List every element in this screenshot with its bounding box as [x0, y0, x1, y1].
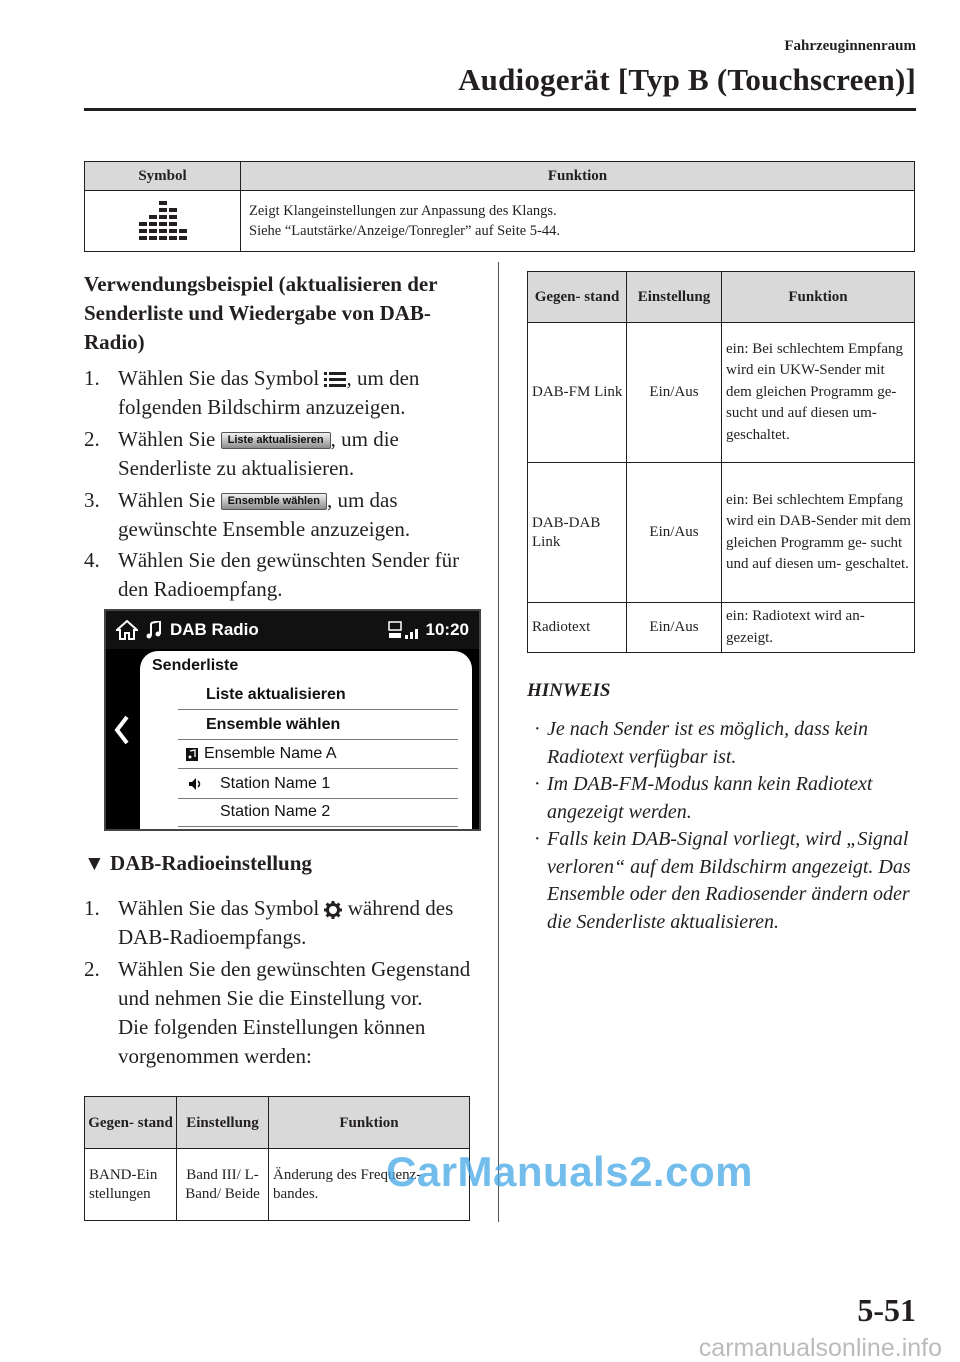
table-row: DAB-FM Link Ein/Aus ein: Bei schlechtem Empfang wird ein UKW-Sender mit dem gleichen Programm ge- sucht und auf diesen um- geschaltet.	[528, 323, 915, 463]
table-row	[85, 191, 915, 252]
step-item: 3. Wählen Sie Ensemble wählen , um das gewünschte Ensemble anzuzeigen.	[84, 488, 411, 541]
back-arrow-icon[interactable]	[114, 715, 130, 745]
section-label: Fahrzeuginnenraum	[784, 38, 916, 54]
dab-settings-table: Gegen- stand Einstellung Funktion DAB-FM Link Ein/Aus ein: Bei schlechtem Empfang wird ein UKW-Sender mit dem gleichen Programm ge- sucht und auf diesen um- geschaltet. DAB-DAB Link Ein/Aus ein: Bei schlechtem Empfang wird ein DAB-Sender mit dem gleichen Programm ge- sucht und auf diesen um- geschaltet. Radiotext Ein/Aus ein: Radiotext wird an- gezeigt.	[527, 271, 915, 653]
list-item-refresh[interactable]: Liste aktualisieren	[178, 681, 458, 710]
list-item: · Im DAB-FM-Modus kann kein Radiotext angezeigt werden.	[534, 773, 873, 823]
footer-watermark: carmanualsonline.info	[698, 1334, 942, 1362]
screen-top-bar	[106, 611, 479, 649]
music-note-icon	[146, 621, 162, 639]
step-item: 1. Wählen Sie das Symbol während des DAB-Radioempfangs.	[84, 896, 454, 949]
signal-icon	[387, 619, 423, 641]
select-ensemble-button-label: Ensemble wählen	[221, 493, 327, 510]
table-row: DAB-DAB Link Ein/Aus ein: Bei schlechtem Empfang wird ein DAB-Sender mit dem gleichen Programm ge- sucht und auf diesen um- geschaltet.	[528, 463, 915, 603]
dab-radio-screen	[104, 609, 481, 831]
screen-clock: 10:20	[425, 620, 469, 639]
list-item-ensemble[interactable]: Ensemble Name A	[178, 740, 458, 769]
step-item: 2. Wählen Sie den gewünschten Gegenstand und nehmen Sie die Einstellung vor. Die folgenden Einstellungen können vorgenommen werden:	[84, 957, 471, 1068]
speaker-icon	[188, 777, 202, 791]
home-icon[interactable]	[116, 620, 138, 640]
list-item-station[interactable]: Station Name 2	[178, 798, 458, 827]
table-cell-text: Siehe “Lautstärke/Anzeige/Tonregler” auf Seite 5-44.	[249, 223, 561, 239]
page-title: Audiogerät [Typ B (Touchscreen)]	[458, 62, 916, 97]
page-number: 5-51	[857, 1292, 916, 1328]
step-item: 1. Wählen Sie das Symbol , um den folgenden Bildschirm anzuzeigen.	[84, 366, 420, 419]
step-item: 2. Wählen Sie Liste aktualisieren , um die Senderliste zu aktualisieren.	[84, 427, 399, 480]
refresh-list-button-label: Liste aktualisieren	[221, 432, 331, 449]
symbol-table	[84, 161, 915, 252]
table-row: Radiotext Ein/Aus ein: Radiotext wird an- gezeigt.	[528, 603, 915, 653]
list-item-select-ensemble[interactable]: Ensemble wählen	[178, 711, 458, 740]
list-icon	[324, 371, 346, 389]
table-header-symbol: Symbol	[85, 162, 241, 191]
screen-title: DAB Radio	[170, 620, 259, 639]
table-header-function: Funktion	[241, 162, 915, 191]
step-item: 4. Wählen Sie den gewünschten Sender für den Radioempfang.	[84, 548, 460, 601]
table-cell-text: Zeigt Klangeinstellungen zur Anpassung des Klangs.	[249, 203, 557, 219]
watermark: CarManuals2.com	[386, 1148, 753, 1195]
triangle-icon: ▼	[84, 851, 105, 875]
settings-heading: ▼ DAB-Radioeinstellung	[84, 851, 312, 875]
example-heading: Verwendungsbeispiel (aktualisieren der Senderliste und Wiedergabe von DAB-Radio)	[84, 272, 438, 354]
list-item-station[interactable]: Station Name 1	[178, 770, 458, 799]
column-divider	[498, 262, 499, 1222]
list-title: Senderliste	[152, 657, 239, 674]
equalizer-icon	[135, 201, 191, 241]
note-list	[527, 716, 922, 936]
ensemble-icon	[186, 748, 198, 761]
table-row: BAND-Ein stellungen Band III/ L-Band/ Beide Änderung des Frequenz- bandes.	[85, 1149, 470, 1221]
header-divider	[84, 108, 916, 111]
station-list-panel	[140, 651, 472, 829]
list-item: · Je nach Sender ist es möglich, dass kein Radiotext verfügbar ist.	[534, 718, 869, 768]
note-heading: HINWEIS	[527, 680, 611, 701]
gear-icon	[324, 901, 342, 919]
band-settings-table: Gegen- stand Einstellung Funktion BAND-Ein stellungen Band III/ L-Band/ Beide Änderung des Frequenz- bandes.	[84, 1096, 470, 1221]
list-item: · Falls kein DAB-Signal vorliegt, wird „Signal verloren“ auf dem Bildschirm angezeigt. Das Ensemble oder den Radiosender ändern oder die Senderliste aktualisieren.	[534, 828, 911, 933]
